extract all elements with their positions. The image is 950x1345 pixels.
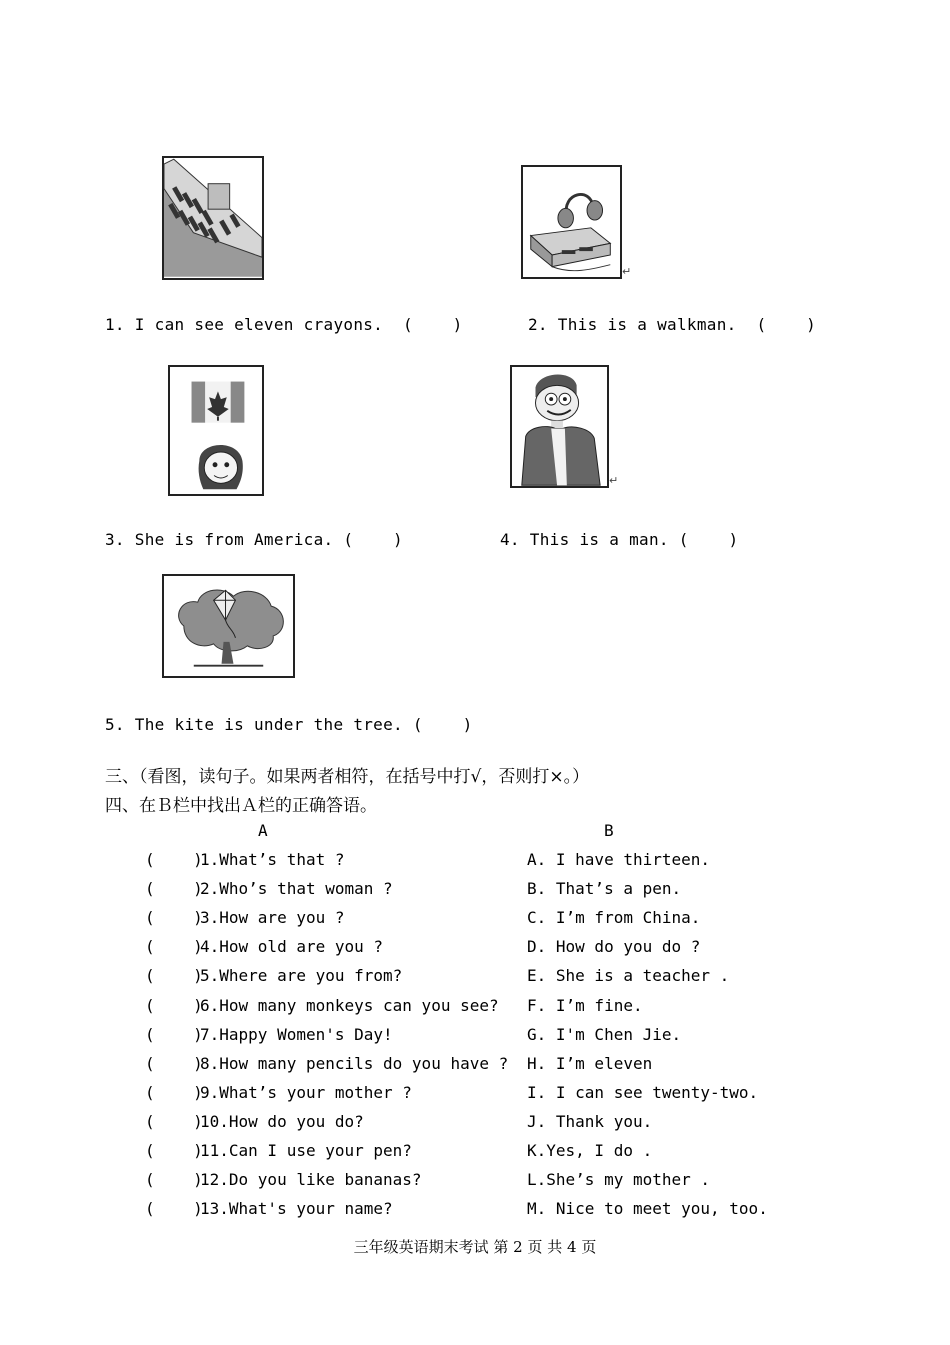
matching-row — [0, 1112, 950, 1141]
column-b-header: B — [604, 821, 614, 840]
walkman-icon — [521, 165, 622, 279]
section-4-instruction: 四、在Ｂ栏中找出Ａ栏的正确答语。 — [105, 796, 377, 816]
matching-row — [0, 908, 950, 937]
matching-row — [0, 1054, 950, 1083]
matching-row — [0, 966, 950, 995]
question-a: 4.How old are you ? — [200, 937, 384, 957]
boy-cartoon-icon — [510, 365, 609, 488]
matching-row — [0, 879, 950, 908]
matching-row — [0, 996, 950, 1025]
question-a: 1.What’s that ? — [200, 850, 345, 869]
matching-row — [0, 1141, 950, 1170]
tree-kite-icon — [162, 574, 295, 678]
answer-bracket[interactable]: ( ) — [145, 1111, 203, 1131]
matching-row — [0, 937, 950, 966]
answer-b: F. I’m fine. — [527, 995, 643, 1015]
answer-b: L.She’s my mother . — [527, 1170, 711, 1190]
question-a: 12.Do you like bananas? — [200, 1170, 422, 1190]
crayons-box-icon — [162, 156, 264, 280]
question-a: 3.How are you ? — [200, 908, 345, 928]
answer-b: K.Yes, I do . — [527, 1141, 653, 1160]
matching-row — [0, 1199, 950, 1228]
question-a: 5.Where are you from? — [200, 966, 403, 986]
picture-item-3-text: 3. She is from America. ( ) — [105, 530, 403, 549]
answer-bracket[interactable]: ( ) — [145, 937, 203, 957]
answer-bracket[interactable]: ( ) — [145, 1170, 203, 1190]
answer-b: B. That’s a pen. — [527, 879, 682, 899]
answer-b: D. How do you do ? — [527, 937, 701, 957]
answer-bracket[interactable]: ( ) — [145, 850, 203, 869]
answer-bracket[interactable]: ( ) — [145, 1024, 203, 1044]
matching-row — [0, 1025, 950, 1054]
answer-b: C. I’m from China. — [527, 908, 701, 928]
answer-bracket[interactable]: ( ) — [145, 908, 203, 928]
picture-item-2-text: 2. This is a walkman. ( ) — [528, 315, 817, 334]
column-a-header: A — [258, 821, 268, 840]
page-footer: 三年级英语期末考试 第 2 页 共 4 页 — [353, 1238, 597, 1256]
answer-bracket[interactable]: ( ) — [145, 879, 203, 899]
answer-b: A. I have thirteen. — [527, 850, 711, 869]
answer-bracket[interactable]: ( ) — [145, 1199, 203, 1219]
answer-b: J. Thank you. — [527, 1111, 653, 1131]
answer-b: G. I'm Chen Jie. — [527, 1024, 682, 1044]
question-a: 13.What's your name? — [200, 1199, 393, 1219]
answer-b: H. I’m eleven — [527, 1053, 653, 1073]
picture-item-4-text: 4. This is a man. ( ) — [500, 530, 739, 549]
canada-flag-girl-icon — [168, 365, 264, 496]
matching-row — [0, 1083, 950, 1112]
answer-b: E. She is a teacher . — [527, 966, 730, 986]
return-mark: ↵ — [609, 474, 619, 487]
answer-b: M. Nice to meet you, too. — [527, 1199, 768, 1219]
matching-row — [0, 1170, 950, 1199]
question-a: 10.How do you do? — [200, 1111, 364, 1131]
return-mark: ↵ — [622, 265, 632, 278]
answer-bracket[interactable]: ( ) — [145, 995, 203, 1015]
answer-b: I. I can see twenty-two. — [527, 1082, 759, 1102]
question-a: 7.Happy Women's Day! — [200, 1024, 393, 1044]
answer-bracket[interactable]: ( ) — [145, 1141, 203, 1160]
question-a: 6.How many monkeys can you see? — [200, 995, 499, 1015]
picture-item-5-text: 5. The kite is under the tree. ( ) — [105, 715, 473, 734]
answer-bracket[interactable]: ( ) — [145, 1082, 203, 1102]
question-a: 8.How many pencils do you have ? — [200, 1053, 509, 1073]
answer-bracket[interactable]: ( ) — [145, 966, 203, 986]
question-a: 9.What’s your mother ? — [200, 1082, 412, 1102]
question-a: 11.Can I use your pen? — [200, 1141, 412, 1160]
question-a: 2.Who’s that woman ? — [200, 879, 393, 899]
picture-item-1-text: 1. I can see eleven crayons. ( ) — [105, 315, 463, 334]
answer-bracket[interactable]: ( ) — [145, 1053, 203, 1073]
matching-row — [0, 850, 950, 879]
section-3-instruction: 三、（看图，读句子。如果两者相符，在括号中打√，否则打×。） — [105, 767, 590, 787]
